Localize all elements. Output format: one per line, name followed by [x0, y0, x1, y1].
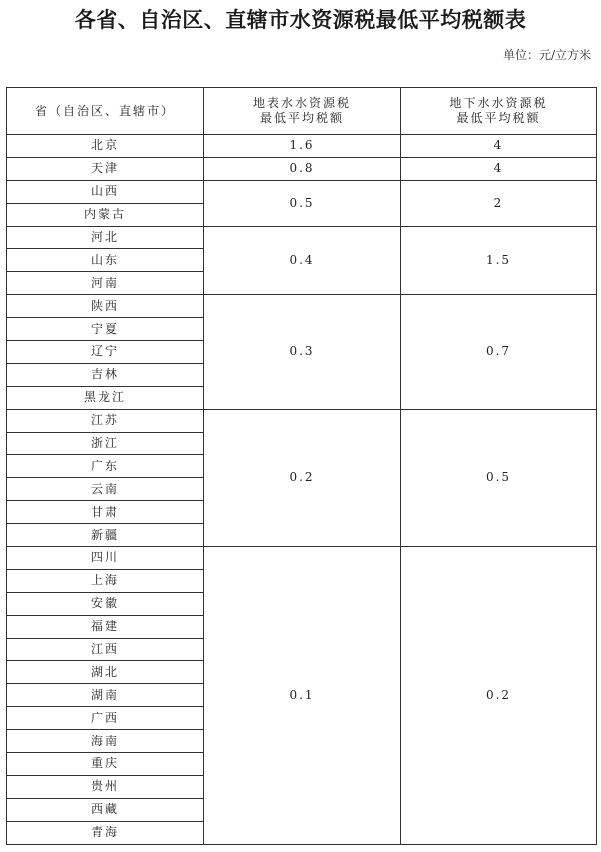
surface-tax-cell: 0.3 [204, 295, 401, 409]
table-row [7, 180, 597, 203]
unit-label: 单位：元/立方米 [502, 48, 591, 62]
table-row [7, 157, 597, 180]
province-cell: 浙江 [7, 432, 204, 455]
province-cell: 福建 [7, 615, 204, 638]
province-cell: 云南 [7, 478, 204, 501]
province-cell: 黑龙江 [7, 386, 204, 409]
province-cell: 河南 [7, 272, 204, 295]
ground-tax-cell: 0.2 [401, 547, 597, 845]
province-cell: 天津 [7, 157, 204, 180]
province-cell: 湖南 [7, 684, 204, 707]
province-cell: 重庆 [7, 753, 204, 776]
province-cell: 广西 [7, 707, 204, 730]
province-cell: 内蒙古 [7, 203, 204, 226]
province-cell: 山西 [7, 180, 204, 203]
table-row [7, 547, 597, 570]
header-ground-water [401, 88, 597, 135]
table-row [7, 135, 597, 158]
surface-tax-cell: 0.8 [204, 157, 401, 180]
province-cell: 西藏 [7, 798, 204, 821]
province-cell: 湖北 [7, 661, 204, 684]
tax-table [6, 87, 597, 845]
header-surface-line2: 最低平均税额 [259, 111, 344, 125]
province-cell: 四川 [7, 547, 204, 570]
province-cell: 山东 [7, 249, 204, 272]
table-row [7, 409, 597, 432]
province-cell: 贵州 [7, 775, 204, 798]
header-ground-line2: 最低平均税额 [456, 111, 541, 125]
table-body [7, 135, 597, 845]
province-cell: 北京 [7, 135, 204, 158]
province-cell: 安徽 [7, 592, 204, 615]
province-cell: 辽宁 [7, 341, 204, 364]
ground-tax-cell: 0.5 [401, 409, 597, 546]
surface-tax-cell: 0.2 [204, 409, 401, 546]
page-title: 各省、自治区、直辖市水资源税最低平均税额表 [74, 8, 527, 32]
province-cell: 甘肃 [7, 501, 204, 524]
province-cell: 上海 [7, 569, 204, 592]
province-cell: 江苏 [7, 409, 204, 432]
province-cell: 河北 [7, 226, 204, 249]
surface-tax-cell: 0.5 [204, 180, 401, 226]
header-row [7, 88, 597, 135]
ground-tax-cell: 1.5 [401, 226, 597, 295]
ground-tax-cell: 2 [401, 180, 597, 226]
province-cell: 海南 [7, 730, 204, 753]
province-cell: 江西 [7, 638, 204, 661]
header-province: 省（自治区、直辖市） [7, 88, 204, 135]
header-surface-line1: 地表水水资源税 [252, 96, 351, 110]
surface-tax-cell: 0.1 [204, 547, 401, 845]
surface-tax-cell: 0.4 [204, 226, 401, 295]
table-row [7, 295, 597, 318]
surface-tax-cell: 1.6 [204, 135, 401, 158]
ground-tax-cell: 0.7 [401, 295, 597, 409]
province-cell: 吉林 [7, 363, 204, 386]
province-cell: 陕西 [7, 295, 204, 318]
province-cell: 青海 [7, 821, 204, 844]
table-row [7, 226, 597, 249]
province-cell: 广东 [7, 455, 204, 478]
ground-tax-cell: 4 [401, 157, 597, 180]
province-cell: 新疆 [7, 524, 204, 547]
header-surface-water [204, 88, 401, 135]
header-ground-line1: 地下水水资源税 [449, 96, 548, 110]
province-cell: 宁夏 [7, 318, 204, 341]
ground-tax-cell: 4 [401, 135, 597, 158]
